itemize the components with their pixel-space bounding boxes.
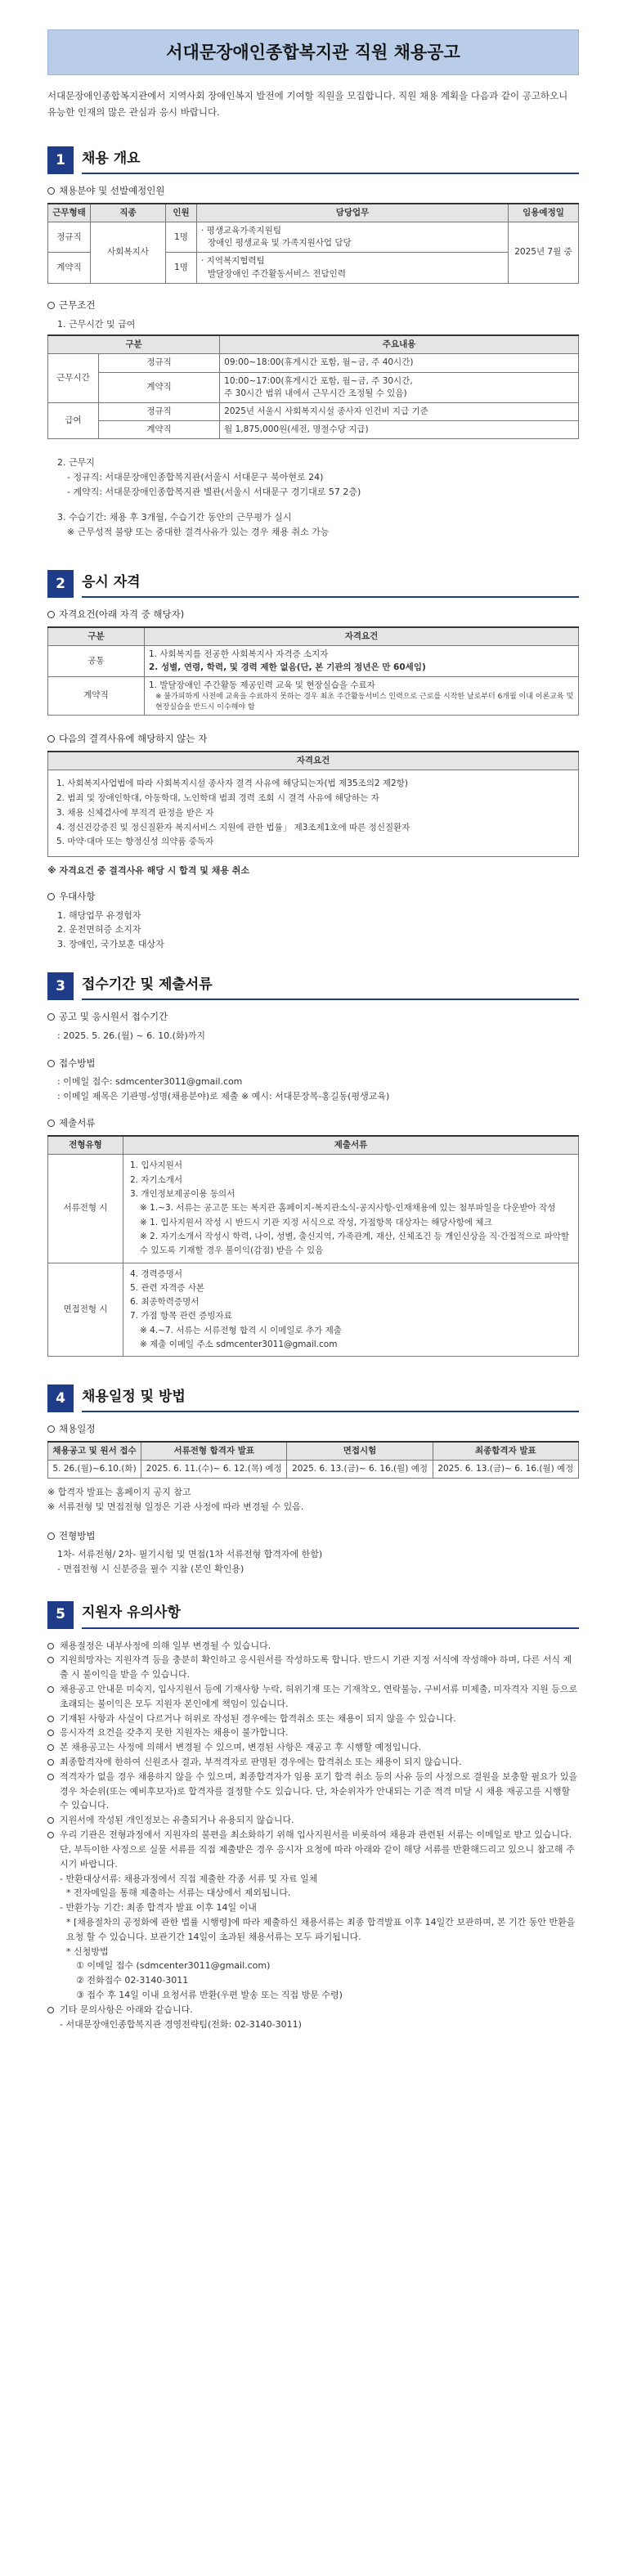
circle-bullet-icon [47, 1759, 54, 1766]
section-4-header [47, 1384, 579, 1412]
table-row: 근무시간 정규직 09:00~18:00(휴게시간 포함, 월~금, 주 40시간) [48, 354, 579, 372]
method-line: - 면접전형 시 신분증을 필수 지참 (본인 확인용) [57, 1563, 244, 1574]
table-row: 서류전형 시 1. 입사지원서 2. 자기소개서 3. 개인정보제공이용 동의서 ※ 1.~3. 서류는 공고문 또는 복지관 홈페이지-복지관소식-공지사항-인재채용에 있는 첨부파일을 다운받아 작성 ※ 1. 입사지원서 작성 시 반드시 기관 지정 서식으로 작성, 가점항목 대상자는 해당사항에 체크 ※ 2. 자기소개서 작성시 학력, 나이, 성별, 출신지역, 가족관계, 재산, 신체조건 등 개인신상을 직·간접적으로 파악할 수 있도록 기재할 경우 불이익(감점) 받을 수 있음 [48, 1155, 579, 1263]
section-title: 지원자 유의사항 [82, 1601, 579, 1629]
section-5-header [47, 1601, 579, 1629]
section-title: 응시 자격 [82, 570, 579, 598]
table-row: 정규직 사회복지사 1명 · 평생교육가족지원팀 장애인 평생교육 및 가족지원사업 담당 2025년 7월 중 [48, 222, 579, 252]
probation-heading: 3. 수습기간: 채용 후 3개월, 수습기간 동안의 근무평가 실시 [57, 512, 292, 523]
list-item: 지원서에 작성된 개인정보는 유출되거나 유용되지 않습니다. [47, 1813, 579, 1828]
list-item: 채용공고 안내문 미숙지, 입사지원서 등에 기재사항 누락, 허위기재 또는 기재착오, 연락불능, 구비서류 미제출, 미자격자 지원 등으로 초래되는 불이익은 모두 지원자 본인에게 책임이 있습니다. [47, 1682, 579, 1712]
list-item: 우리 기관은 전형과정에서 지원자의 불편을 최소화하기 위해 입사지원서를 비롯하여 채용과 관련된 서류는 이메일로 받고 있습니다. 단, 부득이한 사정으로 실물 서류를 직접 제출받은 경우 응시자 요청에 따라 아래와 같이 해당 서류를 반환해드리고 있으니 참고해 주시기 바랍니다. [47, 1828, 579, 1871]
list-item: 본 채용공고는 사정에 의해서 변경될 수 있으며, 변경된 사항은 재공고 후 시행할 예정입니다. [47, 1740, 579, 1755]
sub-heading: 다음의 결격사유에 해당하지 않는 자 [47, 732, 579, 746]
sub-heading: 채용분야 및 선발예정인원 [47, 184, 579, 198]
section-title: 채용일정 및 방법 [82, 1384, 579, 1412]
table-row: 계약직 1. 발달장애인 주간활동 제공인력 교육 및 현장실습을 수료자 ※ 불가피하게 사전에 교육을 수료하지 못하는 경우 최초 주간활동서비스 인력으로 근로를 시작한 날로부터 6개월 이내 이론교육 및 현장실습을 반드시 이수해야 함 [48, 676, 579, 715]
circle-bullet-icon [47, 1533, 55, 1540]
list-item: 응시자격 요건을 갖추지 못한 지원자는 채용이 불가합니다. [47, 1726, 579, 1740]
list-item: 적격자가 없을 경우 채용하지 않을 수 있으며, 최종합격자가 임용 포기 합격 취소 등의 사유 등의 사정으로 결원을 보충할 필요가 있을 경우 차순위(또는 예비후보자)로 합격자를 결정할 수도 있습니다. 단, 차순위자가 안내되는 기준 적격 미달 시 채용 재공고를 시행할 수 있습니다. [47, 1770, 579, 1813]
method-line: : 이메일 제목은 기관명-성명(채용분야)로 제출 ※ 예시: 서대문장복-홍길동(평생교육) [57, 1090, 390, 1102]
circle-bullet-icon [47, 1425, 55, 1433]
circle-bullet-icon [47, 611, 55, 618]
schedule-note: ※ 합격자 발표는 홈페이지 공지 참고 [47, 1487, 191, 1498]
section-title: 접수기간 및 제출서류 [82, 972, 579, 1000]
workplace-heading: 2. 근무지 [57, 457, 95, 469]
circle-bullet-icon [47, 1832, 54, 1838]
method-line: : 이메일 접수: sdmcenter3011@gmail.com [57, 1076, 243, 1088]
section-number: 3 [47, 972, 74, 1000]
contact-line: - 서대문장애인종합복지관 경영전략팀(전화: 02-3140-3011) [60, 2018, 302, 2030]
workplace-line: - 정규직: 서대문장애인종합복지관(서울시 서대문구 북아현로 24) [67, 472, 324, 483]
sub-heading: 접수방법 [47, 1057, 579, 1070]
section-number: 5 [47, 1601, 74, 1629]
sub-sub-heading: 1. 근무시간 및 급여 [57, 318, 136, 330]
section-number: 1 [47, 146, 74, 174]
circle-bullet-icon [47, 187, 55, 195]
page-title: 서대문장애인종합복지관 직원 채용공고 [47, 29, 579, 75]
sub-heading: 우대사항 [47, 890, 579, 904]
preference-item: 1. 해당업무 유경험자 [57, 909, 141, 921]
table-row: 계약직 1명 · 지역복지협력팀 발달장애인 주간활동서비스 전담인력 [48, 253, 579, 283]
sub-heading: 근무조건 [47, 298, 579, 312]
section-3-header [47, 972, 579, 1000]
sub-heading: 공고 및 응시원서 접수기간 [47, 1010, 579, 1024]
qualification-table: 구분 자격요건 공통 1. 사회복지를 전공한 사회복지사 자격증 소지자 2. 성별, 연령, 학력, 및 경력 제한 없음(단, 본 기관의 정년은 만 60세임) 계약직 1. 발달장애인 주간활동 제공인력 교육 및 현장실습을 수료자 ※ 불가피하게 사전에 교육을 수료하지 못하는 경우 최초 주간활동서비스 인력으로 근로를 시작한 날로부터 6개월 이내 이론교육 및 현장실습을 반드시 이수해야 함 [47, 626, 579, 716]
circle-bullet-icon [47, 735, 55, 743]
disqualification-table: 자격요건 1. 사회복지사업법에 따라 사회복지시설 종사자 결격 사유에 해당되는자(법 제35조의2 제2항) 2. 범죄 및 장애인학대, 아동학대, 노인학대 범죄 경력 조회 시 결격 사유에 해당하는 자 3. 채용 신체검사에 부적격 판정을 받은 자 4. 정신건강증진 및 정신질환자 복지서비스 지원에 관한 법률」 제3조제1호에 따른 정신질환자 5. 마약·대마 또는 향정신성 의약품 중독자 [47, 751, 579, 857]
circle-bullet-icon [47, 1744, 54, 1751]
conditions-table: 구분 주요내용 근무시간 정규직 09:00~18:00(휴게시간 포함, 월~금, 주 40시간) 계약직 10:00~17:00(휴게시간 포함, 월~금, 주 30시간, 주 30시간 범위 내에서 근무시간 조정될 수 있음) 급여 정규직 2025년 서울시 사회복지시설 종사자 인건비 지급 기준 계약직 월 1,875,000원(세전, 명절수당 지급) [47, 334, 579, 439]
intro-text: 서대문장애인종합복지관에서 지역사회 장애인복지 발전에 기여할 직원을 모집합니다. 직원 채용 계획을 다음과 같이 공고하오니 유능한 인재의 많은 관심과 응시 바랍니다. [47, 90, 568, 118]
circle-bullet-icon [47, 302, 55, 309]
disqualification-note: ※ 자격요건 중 결격사유 해당 시 합격 및 채용 취소 [47, 865, 250, 877]
table-row: 1. 사회복지사업법에 따라 사회복지시설 종사자 결격 사유에 해당되는자(법 제35조의2 제2항) 2. 범죄 및 장애인학대, 아동학대, 노인학대 범죄 경력 조회 시 결격 사유에 해당하는 자 3. 채용 신체검사에 부적격 판정을 받은 자 4. 정신건강증진 및 정신질환자 복지서비스 지원에 관한 법률」 제3조제1호에 따른 정신질환자 5. 마약·대마 또는 향정신성 의약품 중독자 [48, 770, 579, 857]
circle-bullet-icon [47, 1120, 55, 1127]
schedule-table: 채용공고 및 원서 접수 서류전형 합격자 발표 면접시험 최종합격자 발표 5. 26.(월)~6.10.(화) 2025. 6. 11.(수)~ 6. 12.(목) 예정 2025. 6. 13.(금)~ 6. 16.(월) 예정 2025. 6. 13.(금)~ 6. 16.(월) 예정 [47, 1441, 579, 1479]
table-row: 면접전형 시 4. 경력증명서 5. 관련 자격증 사본 6. 최종학력증명서 7. 가점 항목 관련 증빙자료 ※ 4.~7. 서류는 서류전형 합격 시 이메일로 추가 제출 ※ 제출 이메일 주소 sdmcenter3011@gmail.com [48, 1263, 579, 1357]
method-line: 1차- 서류전형/ 2차- 필기시험 및 면접(1차 서류전형 합격자에 한함) [57, 1549, 323, 1560]
section-1-header [47, 146, 579, 174]
table-row: 공통 1. 사회복지를 전공한 사회복지사 자격증 소지자 2. 성별, 연령, 학력, 및 경력 제한 없음(단, 본 기관의 정년은 만 60세임) [48, 646, 579, 676]
sub-heading: 전형방법 [47, 1529, 579, 1543]
schedule-note: ※ 서류전형 및 면접전형 일정은 기관 사정에 따라 변경될 수 있음. [47, 1501, 304, 1513]
sub-heading: 제출서류 [47, 1116, 579, 1130]
circle-bullet-icon [47, 1716, 54, 1722]
workplace-line: - 계약직: 서대문장애인종합복지관 별관(서울시 서대문구 경기대로 57 2층) [67, 486, 361, 497]
list-item: 기재된 사항과 사실이 다르거나 허위로 작성된 경우에는 합격취소 또는 채용이 되지 않을 수 있습니다. [47, 1712, 579, 1726]
table-row: 5. 26.(월)~6.10.(화) 2025. 6. 11.(수)~ 6. 12.(목) 예정 2025. 6. 13.(금)~ 6. 16.(월) 예정 2025. 6. 13.(금)~ 6. 16.(월) 예정 [48, 1461, 579, 1479]
table-row: 계약직 10:00~17:00(휴게시간 포함, 월~금, 주 30시간, 주 30시간 범위 내에서 근무시간 조정될 수 있음) [48, 372, 579, 402]
table-row: 급여 정규직 2025년 서울시 사회복지시설 종사자 인건비 지급 기준 [48, 403, 579, 421]
circle-bullet-icon [47, 893, 55, 900]
circle-bullet-icon [47, 1643, 54, 1649]
documents-table: 전형유형 제출서류 서류전형 시 1. 입사지원서 2. 자기소개서 3. 개인정보제공이용 동의서 ※ 1.~3. 서류는 공고문 또는 복지관 홈페이지-복지관소식-공지사항-인재채용에 있는 첨부파일을 다운받아 작성 ※ 1. 입사지원서 작성 시 반드시 기관 지정 서식으로 작성, 가점항목 대상자는 해당사항에 체크 ※ 2. 자기소개서 작성시 학력, 나이, 성별, 출신지역, 가족관계, 재산, 신체조건 등 개인신상을 직·간접적으로 파악할 수 있도록 기재할 경우 불이익(감점) 받을 수 있음 면접전형 시 4. 경력증명서 5. 관련 자격증 사본 6. 최종학력증명서 7. 가점 항목 관련 증빙자료 ※ 4.~7. 서류는 서류전형 합격 시 이메일로 추가 제출 ※ 제출 이메일 주소 sdmcenter3011@gmail.com [47, 1135, 579, 1357]
section-title: 채용 개요 [82, 146, 579, 174]
circle-bullet-icon [47, 1817, 54, 1824]
return-info: - 반환대상서류: 채용과정에서 직접 제출한 각종 서류 및 자료 일체 * 전자메일을 통해 제출하는 서류는 대상에서 제외됩니다. - 반환가능 기간: 최종 합격자 발표 이후 14일 이내 * [채용절차의 공정화에 관한 법률 시행령]에 따라 제출하신 채용서류는 최종 합격발표 이후 14일간 보관하며, 본 기간 동안 반환을 요청 할 수 있습니다. 보관기간 14일이 초과된 채용서류는 모두 파기됩니다. * 신청방법 ① 이메일 접수 (sdmcenter3011@gmail.com) ② 전화접수 02-3140-3011 ③ 접수 후 14일 이내 요청서류 반환(우편 발송 또는 직접 방문 수령) [60, 1873, 576, 2001]
circle-bullet-icon [47, 1060, 55, 1067]
circle-bullet-icon [47, 1686, 54, 1693]
preference-item: 2. 운전면허증 소지자 [57, 924, 141, 936]
list-item: 최종합격자에 한하여 신원조사 결과, 부적격자로 판명된 경우에는 합격취소 또는 채용이 되지 않습니다. [47, 1755, 579, 1770]
probation-note: ※ 근무성적 불량 또는 중대한 결격사유가 있는 경우 채용 취소 가능 [67, 526, 330, 537]
sub-heading: 채용일정 [47, 1422, 579, 1436]
circle-bullet-icon [47, 1013, 55, 1021]
period-text: : 2025. 5. 26.(월) ~ 6. 10.(화)까지 [57, 1030, 206, 1041]
preference-item: 3. 장애인, 국가보훈 대상자 [57, 938, 164, 949]
positions-table: 근무형태 직종 인원 담당업무 임용예정일 정규직 사회복지사 1명 · 평생교육가족지원팀 장애인 평생교육 및 가족지원사업 담당 2025년 7월 중 계약직 1명 · 지역복지협력팀 발달장애인 주간활동서비스 전담인력 [47, 203, 579, 284]
notice-list [47, 1639, 579, 2032]
list-item: 기타 문의사항은 아래와 같습니다. [47, 2003, 579, 2017]
section-number: 4 [47, 1384, 74, 1412]
circle-bullet-icon [47, 2007, 54, 2013]
list-item: 채용절정은 내부사정에 의해 일부 변경될 수 있습니다. [47, 1639, 579, 1654]
sub-heading: 자격요건(아래 자격 중 해당자) [47, 608, 579, 622]
circle-bullet-icon [47, 1774, 54, 1780]
table-row: 계약직 월 1,875,000원(세전, 명절수당 지급) [48, 421, 579, 439]
section-number: 2 [47, 570, 74, 598]
section-2-header [47, 570, 579, 598]
circle-bullet-icon [47, 1730, 54, 1736]
circle-bullet-icon [47, 1657, 54, 1663]
list-item: 지원희망자는 지원자격 등을 충분히 확인하고 응시원서를 작성하도록 합니다. 반드시 기관 지정 서식에 작성해야 하며, 다른 서식 제출 시 불이익을 받을 수 있습니다. [47, 1653, 579, 1682]
